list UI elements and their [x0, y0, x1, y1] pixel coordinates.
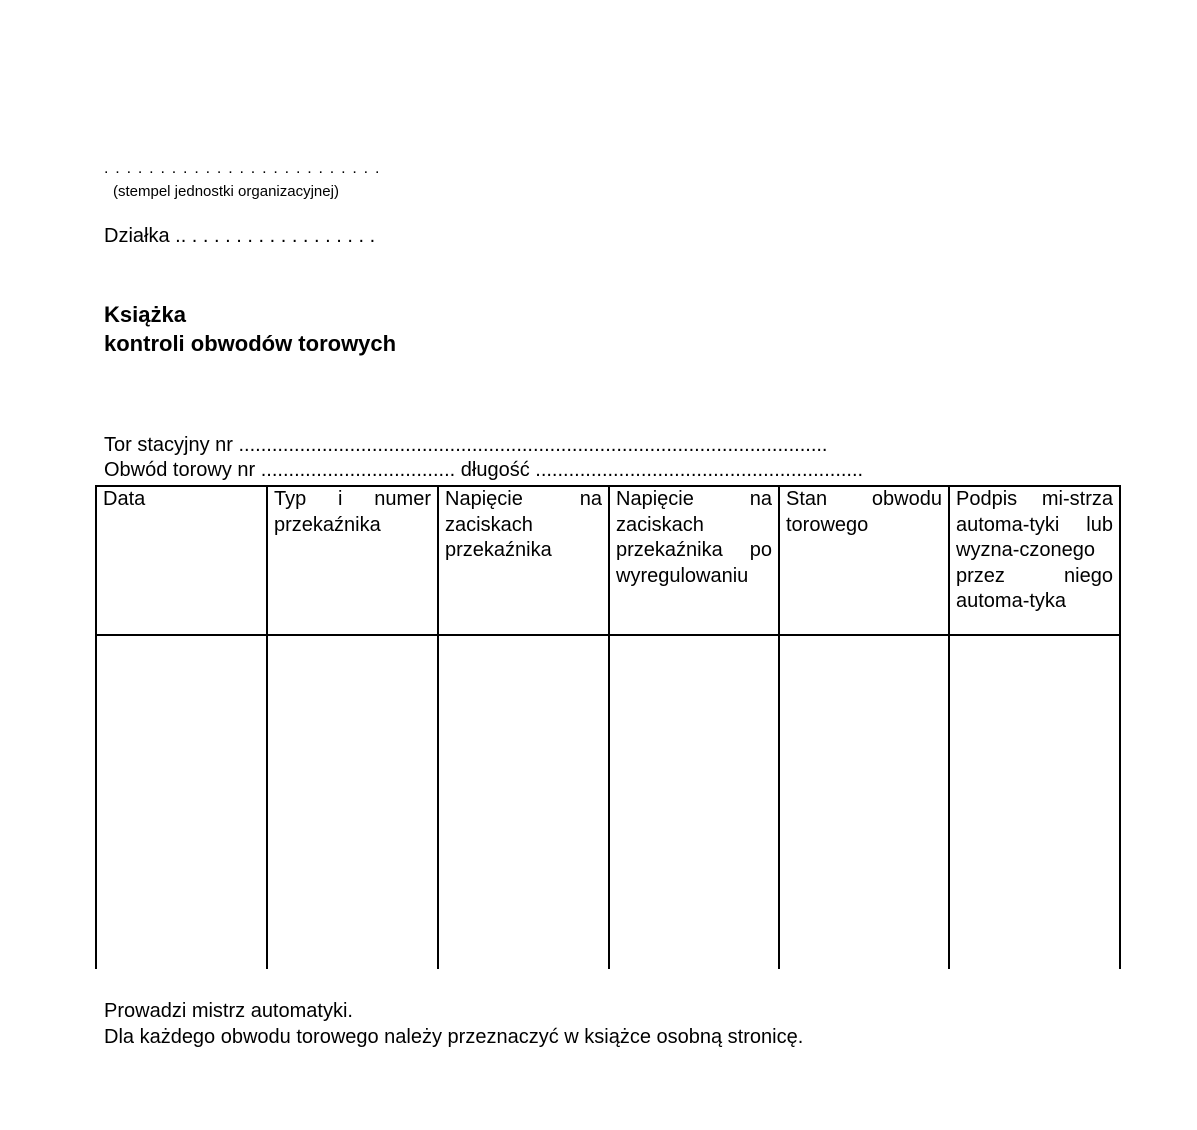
table-cell[interactable] [949, 635, 1120, 969]
stamp-placeholder-dots: . . . . . . . . . . . . . . . . . . . . . . . . . [104, 160, 381, 177]
header-typ-numer-przekaznika: Typ i numer przekaźnika [267, 486, 438, 635]
table-cell[interactable] [779, 635, 949, 969]
title-line-2: kontroli obwodów torowych [104, 331, 397, 356]
table-cell[interactable] [96, 635, 267, 969]
table-row [96, 635, 1120, 969]
control-table [95, 485, 1121, 969]
obwod-torowy-field: Obwód torowy nr ................................... długość ........................................................... [104, 459, 864, 481]
header-data: Data [96, 486, 267, 635]
header-napiecie-na-zaciskach: Napięcie na zaciskach przekaźnika [438, 486, 609, 635]
footer-line-2: Dla każdego obwodu torowego należy przeznaczyć w książce osobną stronicę. [104, 1026, 804, 1048]
stamp-label: (stempel jednostki organizacyjnej) [113, 183, 339, 200]
dzialka-field: Działka .. . . . . . . . . . . . . . . . . . [104, 225, 376, 247]
header-podpis: Podpis mi-strza automa-tyki lub wyzna-czonego przez niego automa-tyka [949, 486, 1120, 635]
header-napiecie-po-wyregulowaniu: Napięcie na zaciskach przekaźnika po wyregulowaniu [609, 486, 779, 635]
footer-notes [104, 998, 803, 1050]
document-title [104, 300, 396, 358]
footer-line-1: Prowadzi mistrz automatyki. [104, 1000, 353, 1022]
header-stan-obwodu: Stan obwodu torowego [779, 486, 949, 635]
table-cell[interactable] [609, 635, 779, 969]
tor-stacyjny-field: Tor stacyjny nr .......................................................................................................... [104, 434, 828, 456]
table-cell[interactable] [267, 635, 438, 969]
title-line-1: Książka [104, 302, 186, 327]
table-cell[interactable] [438, 635, 609, 969]
table-header-row [96, 486, 1120, 635]
